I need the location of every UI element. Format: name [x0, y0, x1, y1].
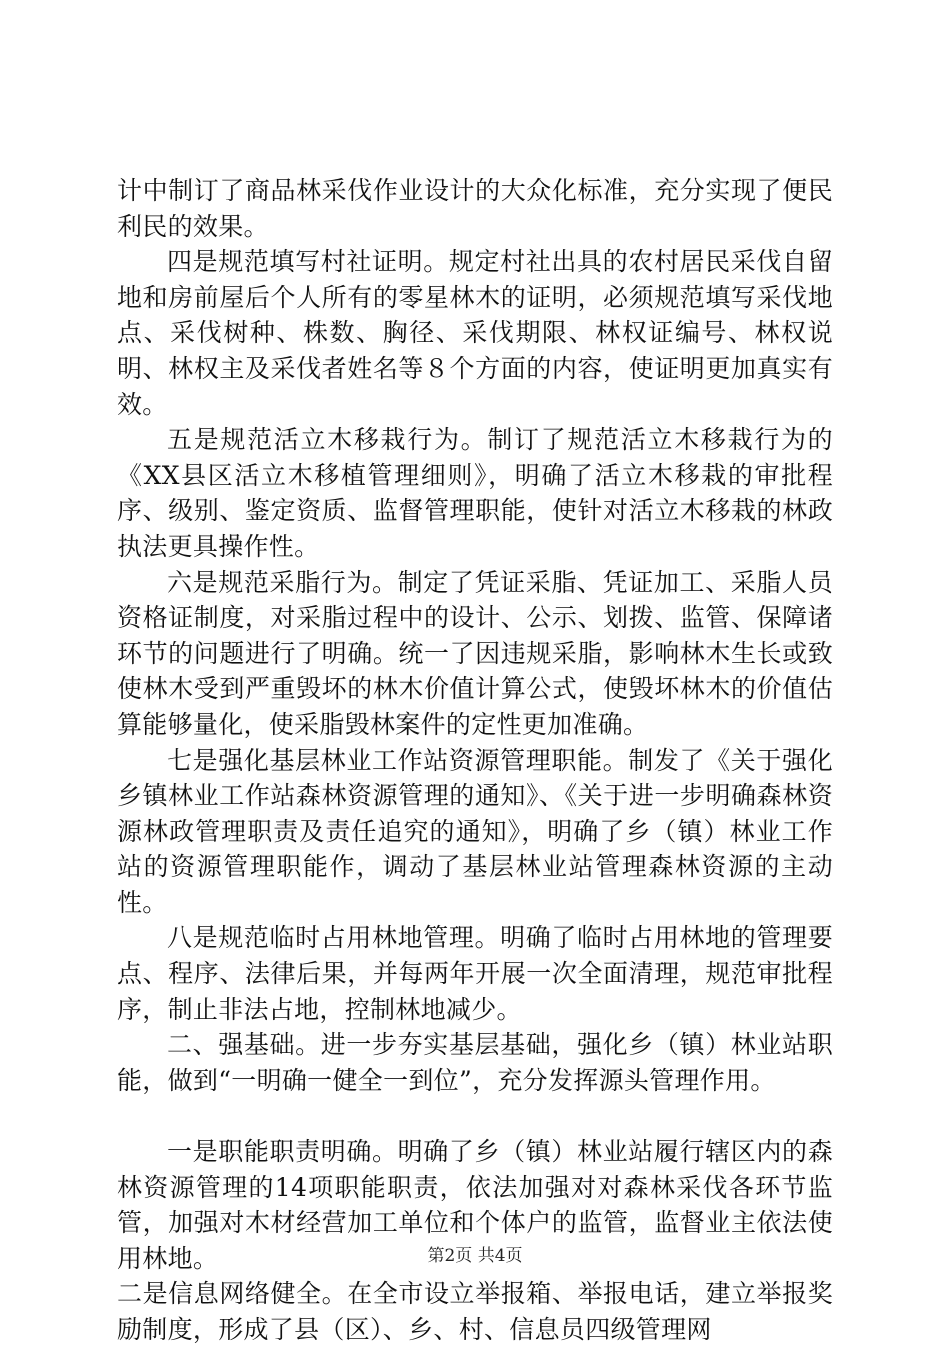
paragraph-info-network: 二是信息网络健全。在全市设立举报箱、举报电话，建立举报奖励制度，形成了县（区）、乡、村、信息员四级管理网 — [117, 1279, 833, 1344]
paragraph-tree-transplant: 五是规范活立木移栽行为。制订了规范活立木移栽行为的《XX县区活立木移植管理细则》，明确了活立木移栽的审批程序、级别、鉴定资质、监督管理职能，使针对活立木移栽的林政执法更具操作性。 — [117, 425, 833, 561]
paragraph-continuation: 计中制订了商品林采伐作业设计的大众化标准，充分实现了便民利民的效果。 — [117, 176, 833, 241]
document-body — [117, 173, 833, 1348]
paragraph-temporary-land-use: 八是规范临时占用林地管理。明确了临时占用林地的管理要点、程序、法律后果，并每两年开展一次全面清理，规范审批程序，制止非法占地，控制林地减少。 — [117, 923, 833, 1024]
paragraph-forestry-station: 七是强化基层林业工作站资源管理职能。制发了《关于强化乡镇林业工作站森林资源管理的通知》、《关于进一步明确森林资源林政管理职责及责任追究的通知》，明确了乡（镇）林业工作站的资源管理职能作，调动了基层林业站管理森林资源的主动性。 — [117, 745, 833, 917]
page-footer: 第2页 共4页 — [427, 1246, 523, 1266]
paragraph-village-certificate: 四是规范填写村社证明。规定村社出具的农村居民采伐自留地和房前屋后个人所有的零星林木的证明，必须规范填写采伐地点、采伐树种、株数、胸径、采伐期限、林权证编号、林权说明、林权主及采伐者姓名等８个方面的内容，使证明更加真实有效。 — [117, 247, 833, 419]
paragraph-resin-tapping: 六是规范采脂行为。制定了凭证采脂、凭证加工、采脂人员资格证制度，对采脂过程中的设计、公示、划拨、监管、保障诸环节的问题进行了明确。统一了因违规采脂，影响林木生长或致使林木受到严重毁坏的林木价值计算公式，使毁坏林木的价值估算能够量化，使采脂毁林案件的定性更加准确。 — [117, 567, 833, 739]
section-heading-strengthen-base: 二、强基础。进一步夯实基层基础，强化乡（镇）林业站职能，做到“一明确一健全一到位”，充分发挥源头管理作用。 — [117, 1030, 833, 1095]
paragraph-duty-clarity: 一是职能职责明确。明确了乡（镇）林业站履行辖区内的森林资源管理的14项职能职责，依法加强对对森林采伐各环节监管，加强对木材经营加工单位和个体户的监管，监督业主依法使用林地。 — [117, 1137, 833, 1273]
